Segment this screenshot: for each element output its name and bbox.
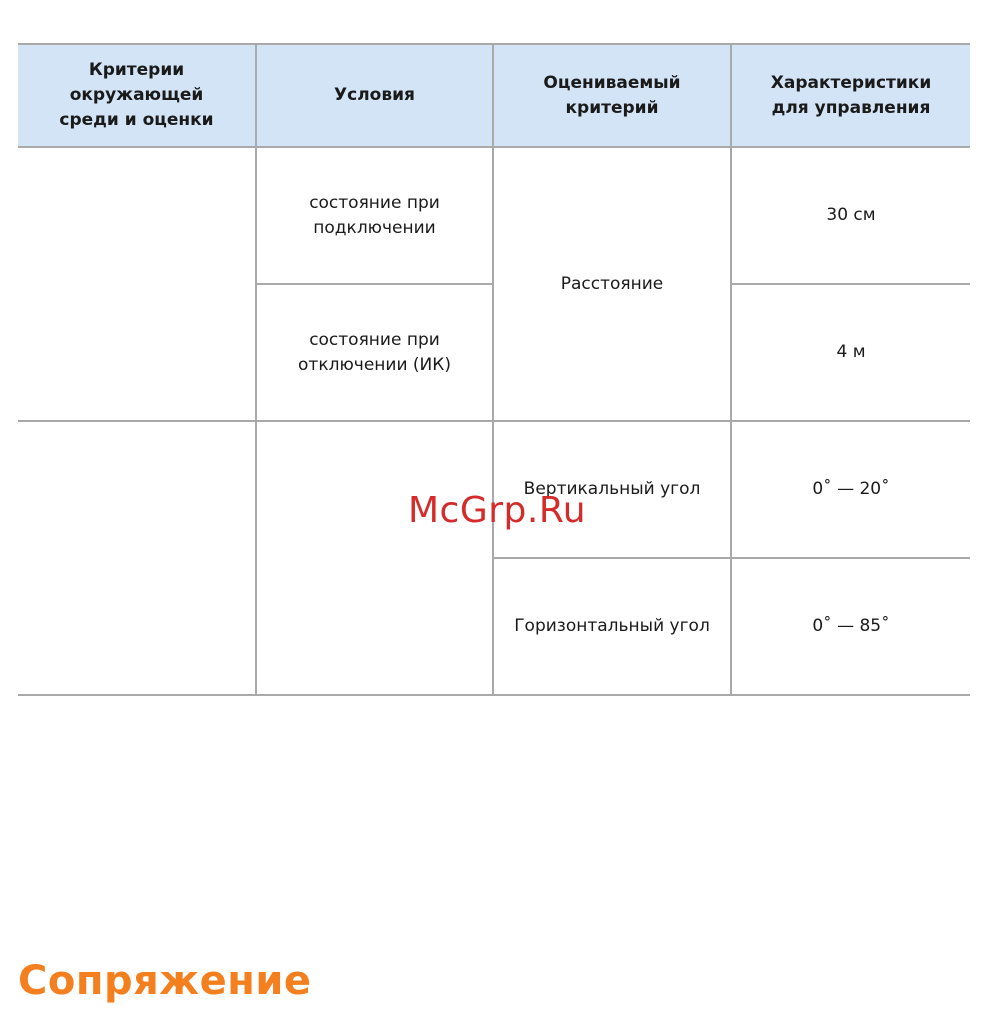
condition-connected: состояние при подключении: [256, 147, 493, 284]
value-connected-distance: 30 см: [731, 147, 970, 284]
criterion-distance: Расстояние: [493, 147, 731, 421]
header-evaluated-criterion: Оцениваемый критерий: [493, 44, 731, 147]
condition-cell-empty: [256, 421, 493, 695]
header-environment-criteria: Критерии окружающей среди и оценки: [18, 44, 256, 147]
section-title: Сопряжение: [18, 958, 312, 1004]
condition-disconnected: состояние при отключении (ИК): [256, 284, 493, 421]
header-control-characteristics: Характеристики для управления: [731, 44, 970, 147]
watermark: McGrp.Ru: [408, 490, 587, 531]
criterion-horizontal-angle: Горизонтальный угол: [493, 558, 731, 695]
specifications-table: [18, 43, 970, 696]
value-vertical-angle: 0˚ — 20˚: [731, 421, 970, 558]
value-disconnected-distance: 4 м: [731, 284, 970, 421]
table-header-row: [18, 44, 970, 147]
table-row: [18, 147, 970, 284]
header-conditions: Условия: [256, 44, 493, 147]
criterion-vertical-angle: Вертикальный угол: [493, 421, 731, 558]
environment-cell-empty-2: [18, 421, 256, 695]
environment-cell-empty: [18, 147, 256, 421]
value-horizontal-angle: 0˚ — 85˚: [731, 558, 970, 695]
